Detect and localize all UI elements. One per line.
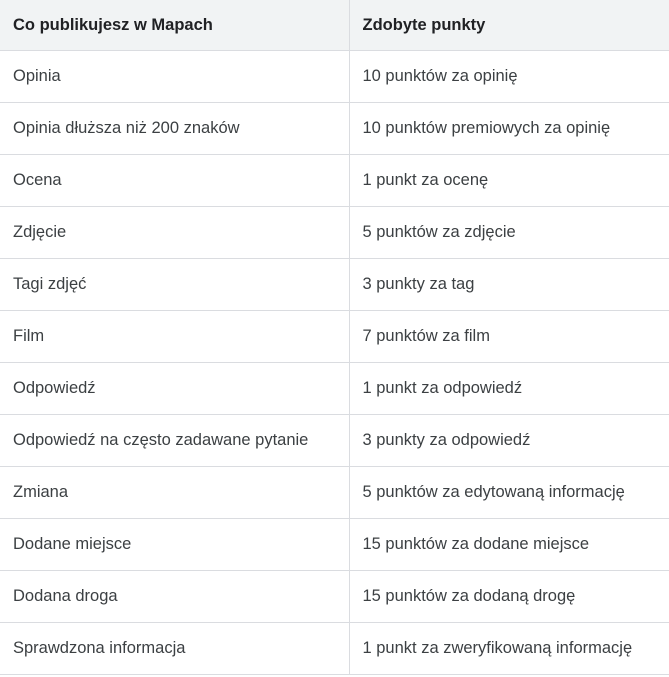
points-cell: 10 punktów premiowych za opinię <box>349 103 669 155</box>
table-row <box>0 311 669 363</box>
table-header <box>0 0 669 51</box>
activity-cell: Odpowiedź <box>0 363 349 415</box>
table-row <box>0 519 669 571</box>
table-row <box>0 103 669 155</box>
points-cell: 15 punktów za dodane miejsce <box>349 519 669 571</box>
points-cell: 3 punkty za odpowiedź <box>349 415 669 467</box>
points-cell: 7 punktów za film <box>349 311 669 363</box>
activity-cell: Odpowiedź na często zadawane pytanie <box>0 415 349 467</box>
table-row <box>0 155 669 207</box>
header-points: Zdobyte punkty <box>349 0 669 51</box>
table-row <box>0 51 669 103</box>
points-cell: 5 punktów za edytowaną informację <box>349 467 669 519</box>
activity-cell: Sprawdzona informacja <box>0 623 349 675</box>
table-body <box>0 51 669 675</box>
header-row <box>0 0 669 51</box>
points-cell: 5 punktów za zdjęcie <box>349 207 669 259</box>
table-row <box>0 207 669 259</box>
activity-cell: Opinia <box>0 51 349 103</box>
activity-cell: Zdjęcie <box>0 207 349 259</box>
table-row <box>0 623 669 675</box>
header-activity: Co publikujesz w Mapach <box>0 0 349 51</box>
activity-cell: Dodane miejsce <box>0 519 349 571</box>
points-cell: 1 punkt za odpowiedź <box>349 363 669 415</box>
points-cell: 3 punkty za tag <box>349 259 669 311</box>
activity-cell: Ocena <box>0 155 349 207</box>
points-cell: 1 punkt za zweryfikowaną informację <box>349 623 669 675</box>
points-cell: 15 punktów za dodaną drogę <box>349 571 669 623</box>
table-row <box>0 259 669 311</box>
points-cell: 1 punkt za ocenę <box>349 155 669 207</box>
table-row <box>0 415 669 467</box>
table-row <box>0 363 669 415</box>
activity-cell: Dodana droga <box>0 571 349 623</box>
activity-cell: Tagi zdjęć <box>0 259 349 311</box>
table-row <box>0 571 669 623</box>
table-row <box>0 467 669 519</box>
activity-cell: Opinia dłuższa niż 200 znaków <box>0 103 349 155</box>
activity-cell: Film <box>0 311 349 363</box>
activity-cell: Zmiana <box>0 467 349 519</box>
points-cell: 10 punktów za opinię <box>349 51 669 103</box>
